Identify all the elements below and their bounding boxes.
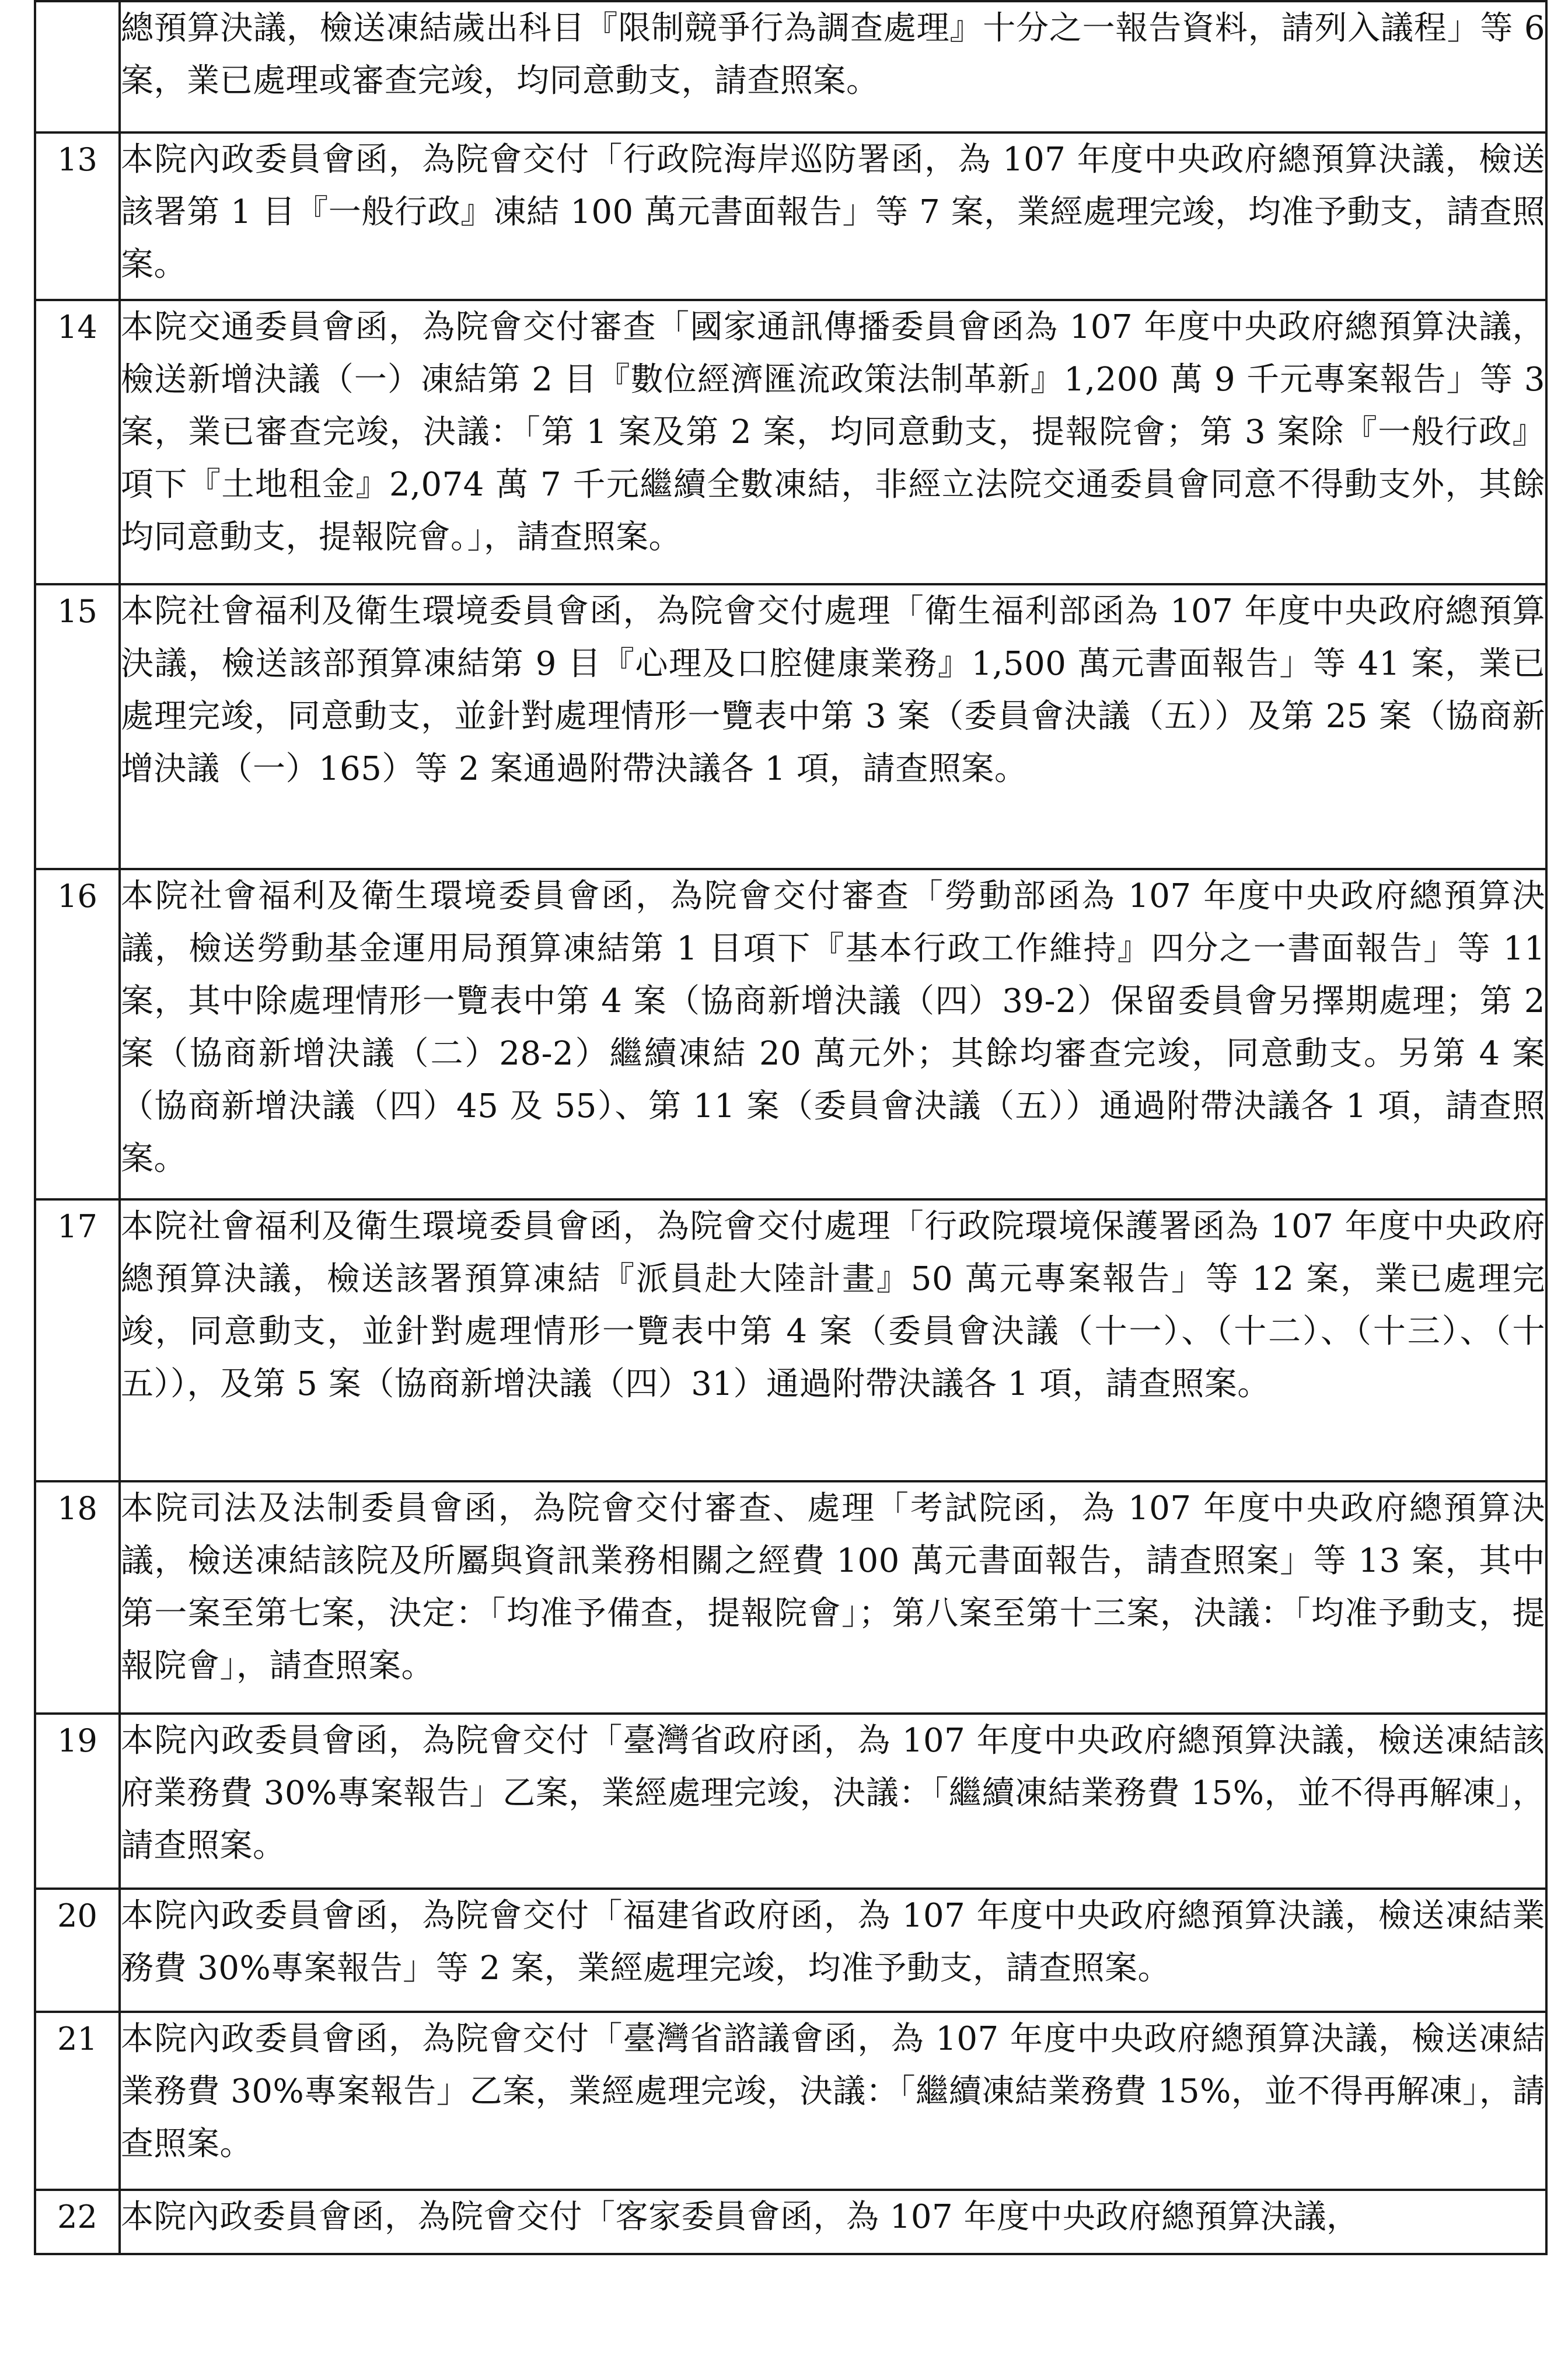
item-text: 本院社會福利及衛生環境委員會函，為院會交付處理「行政院環境保護署函為 107 年度中央政府總預算決議，檢送該署預算凍結『派員赴大陸計畫』50 萬元專案報告」等 12 案，業已處理完竣，同意動支，並針對處理情形一覽表中第 4 案（委員會決議（十一）、（十二）、（十三）、（十五）），及第 5 案（協商新增決議（四）31）通過附帶決議各 1 項，請查照案。 [120,1199,1546,1481]
item-number: 20 [35,1889,120,2012]
agenda-row-continued [35,1,1546,132]
item-text: 本院內政委員會函，為院會交付「客家委員會函，為 107 年度中央政府總預算決議， [120,2190,1546,2254]
agenda-row-19 [35,1714,1546,1889]
agenda-row-15 [35,584,1546,869]
item-text: 本院社會福利及衛生環境委員會函，為院會交付審查「勞動部函為 107 年度中央政府總預算決議，檢送勞動基金運用局預算凍結第 1 目項下『基本行政工作維持』四分之一書面報告」等 11 案，其中除處理情形一覽表中第 4 案（協商新增決議（四）39-2）保留委員會另擇期處理；第 2 案（協商新增決議（二）28-2）繼續凍結 20 萬元外；其餘均審查完竣，同意動支。另第 4 案（協商新增決議（四）45 及 55）、第 11 案（委員會決議（五））通過附帶決議各 1 項，請查照案。 [120,869,1546,1199]
item-number: 15 [35,584,120,869]
item-text: 本院交通委員會函，為院會交付審查「國家通訊傳播委員會函為 107 年度中央政府總預算決議，檢送新增決議（一）凍結第 2 目『數位經濟匯流政策法制革新』1,200 萬 9 千元專案報告」等 3 案，業已審查完竣，決議：「第 1 案及第 2 案，均同意動支，提報院會；第 3 案除『一般行政』項下『土地租金』2,074 萬 7 千元繼續全數凍結，非經立法院交通委員會同意不得動支外，其餘均同意動支，提報院會。」，請查照案。 [120,300,1546,584]
item-number [35,1,120,132]
agenda-row-16 [35,869,1546,1199]
agenda-row-17 [35,1199,1546,1481]
agenda-row-14 [35,300,1546,584]
item-text: 本院社會福利及衛生環境委員會函，為院會交付處理「衛生福利部函為 107 年度中央政府總預算決議，檢送該部預算凍結第 9 目『心理及口腔健康業務』1,500 萬元書面報告」等 41 案，業已處理完竣，同意動支，並針對處理情形一覽表中第 3 案（委員會決議（五））及第 25 案（協商新增決議（一）165）等 2 案通過附帶決議各 1 項，請查照案。 [120,584,1546,869]
agenda-row-21 [35,2012,1546,2190]
item-number: 17 [35,1199,120,1481]
item-text: 本院內政委員會函，為院會交付「臺灣省政府函，為 107 年度中央政府總預算決議，檢送凍結該府業務費 30%專案報告」乙案，業經處理完竣，決議：「繼續凍結業務費 15%，並不得再解凍」，請查照案。 [120,1714,1546,1889]
agenda-row-22 [35,2190,1546,2254]
item-number: 19 [35,1714,120,1889]
item-text: 本院內政委員會函，為院會交付「福建省政府函，為 107 年度中央政府總預算決議，檢送凍結業務費 30%專案報告」等 2 案，業經處理完竣，均准予動支，請查照案。 [120,1889,1546,2012]
item-text: 本院內政委員會函，為院會交付「臺灣省諮議會函，為 107 年度中央政府總預算決議，檢送凍結業務費 30%專案報告」乙案，業經處理完竣，決議：「繼續凍結業務費 15%，並不得再解凍」，請查照案。 [120,2012,1546,2190]
item-number: 16 [35,869,120,1199]
item-number: 14 [35,300,120,584]
item-text: 總預算決議，檢送凍結歲出科目『限制競爭行為調查處理』十分之一報告資料，請列入議程」等 6 案，業已處理或審查完竣，均同意動支，請查照案。 [120,1,1546,132]
agenda-row-13 [35,132,1546,300]
item-number: 21 [35,2012,120,2190]
agenda-row-18 [35,1481,1546,1714]
item-text: 本院司法及法制委員會函，為院會交付審查、處理「考試院函，為 107 年度中央政府總預算決議，檢送凍結該院及所屬與資訊業務相關之經費 100 萬元書面報告，請查照案」等 13 案，其中第一案至第七案，決定：「均准予備查，提報院會」；第八案至第十三案，決議：「均准予動支，提報院會」，請查照案。 [120,1481,1546,1714]
agenda-table [34,0,1548,2255]
item-text: 本院內政委員會函，為院會交付「行政院海岸巡防署函，為 107 年度中央政府總預算決議，檢送該署第 1 目『一般行政』凍結 100 萬元書面報告」等 7 案，業經處理完竣，均准予動支，請查照案。 [120,132,1546,300]
item-number: 22 [35,2190,120,2254]
agenda-row-20 [35,1889,1546,2012]
item-number: 18 [35,1481,120,1714]
item-number: 13 [35,132,120,300]
agenda-document-page [34,0,1545,2362]
